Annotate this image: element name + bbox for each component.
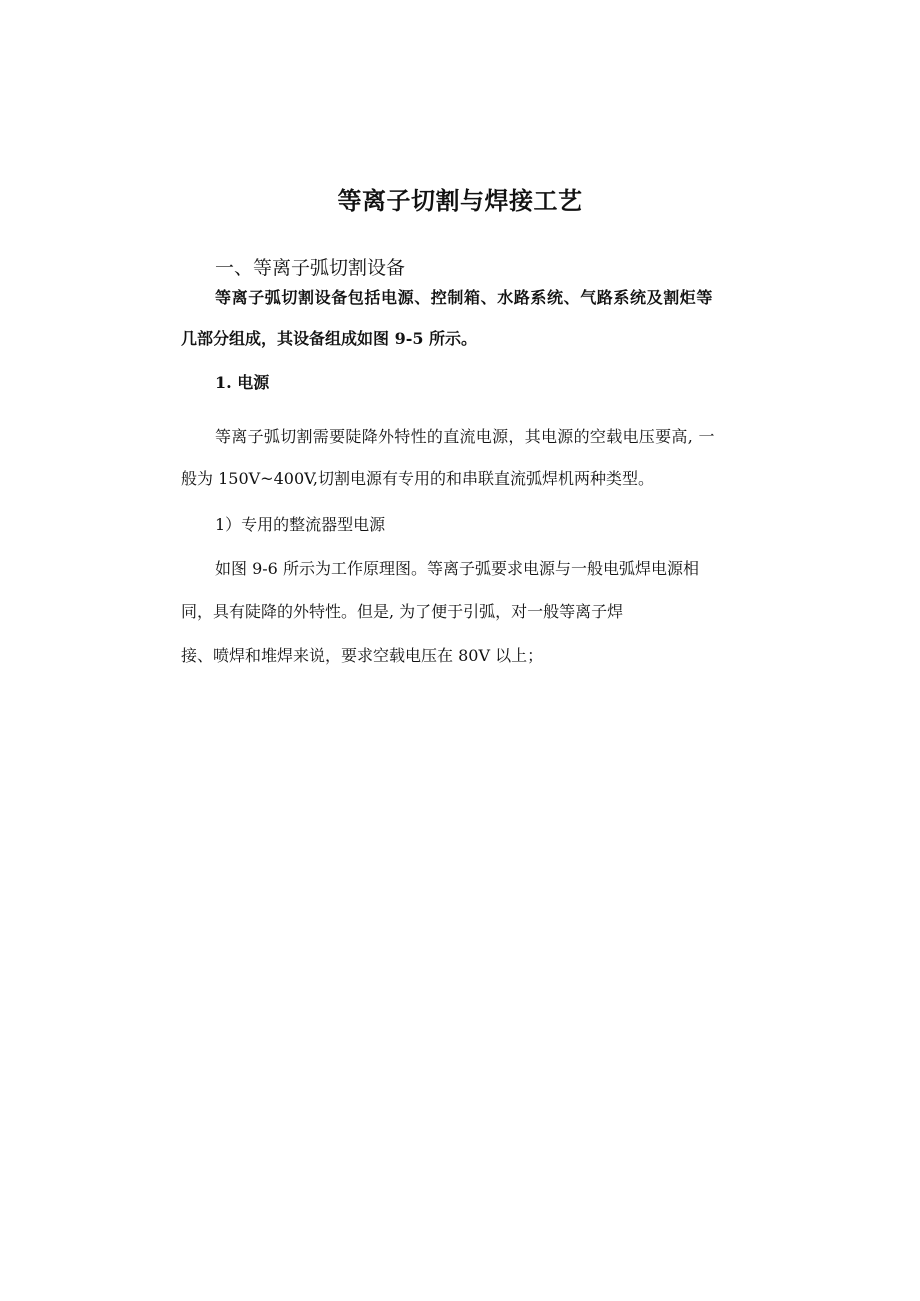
rectifier-paragraph-line: 同，具有陡降的外特性。但是, 为了便于引弧，对一般等离子焊 bbox=[181, 602, 624, 621]
subheading-power: 1. 电源 bbox=[215, 373, 270, 392]
rectifier-paragraph-line: 接、喷焊和堆焊来说，要求空载电压在 80V 以上； bbox=[181, 646, 544, 665]
intro-paragraph-line: 几部分组成，其设备组成如图 9-5 所示。 bbox=[181, 329, 478, 348]
rectifier-paragraph-line: 如图 9-6 所示为工作原理图。等离子弧要求电源与一般电弧焊电源相 bbox=[215, 559, 699, 578]
intro-paragraph-line: 等离子弧切割设备包括电源、控制箱、水路系统、气路系统及割炬等 bbox=[215, 288, 714, 307]
section-heading: 一、等离子弧切割设备 bbox=[215, 257, 406, 279]
subheading-rectifier: 1）专用的整流器型电源 bbox=[215, 515, 386, 534]
power-paragraph-line: 般为 150V~400V,切割电源有专用的和串联直流弧焊机两种类型。 bbox=[181, 469, 654, 488]
power-paragraph-line: 等离子弧切割需要陡降外特性的直流电源，其电源的空载电压要高, 一 bbox=[215, 427, 715, 446]
document-title: 等离子切割与焊接工艺 bbox=[337, 186, 583, 215]
